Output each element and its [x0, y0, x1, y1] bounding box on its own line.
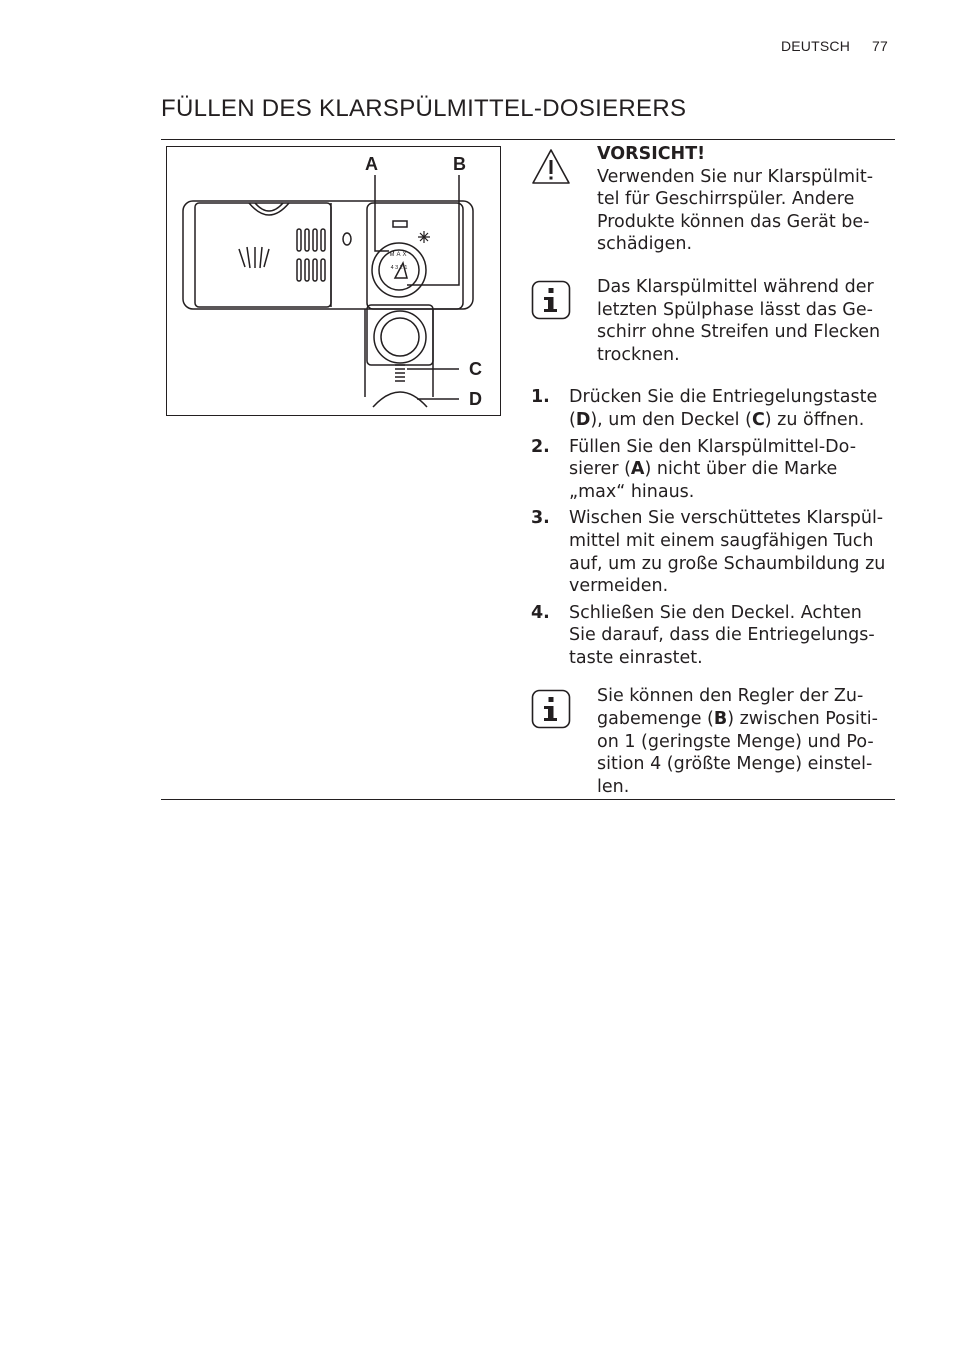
step-number: 1.	[531, 387, 550, 408]
label-d: D	[469, 389, 482, 409]
info-note-2	[531, 685, 893, 798]
step-number: 3.	[531, 508, 550, 529]
step-number: 2.	[531, 436, 550, 457]
dial-numbers: 4 3 2 1	[390, 265, 408, 271]
info-icon	[531, 280, 571, 320]
step-text: Füllen Sie den Klarspülmittel-Do-sierer (A) nicht über die Marke „max“ hinaus.	[569, 436, 857, 502]
info-icon	[531, 689, 571, 729]
step-text: Drücken Sie die Entriegelungstaste (D), um den Deckel (C) zu öffnen.	[569, 387, 878, 430]
label-c: C	[469, 359, 482, 379]
step-text: Schließen Sie den Deckel. Achten Sie darauf, dass die Entriegelungs-taste einrastet.	[569, 602, 875, 668]
dial-max-mark: MAX	[389, 252, 409, 258]
page-number: 77	[872, 38, 888, 54]
label-b: B	[453, 154, 466, 174]
step-item	[531, 386, 893, 431]
step-item	[531, 436, 893, 504]
info-text-2: Sie können den Regler der Zu-gabemenge (B) zwischen Positi-on 1 (geringste Menge) und Po-sition 4 (größte Menge) einstel-len.	[597, 686, 878, 797]
lid-cover	[374, 311, 426, 363]
detergent-compartment	[195, 203, 331, 307]
step-number: 4.	[531, 602, 550, 623]
instructions-column	[531, 143, 893, 818]
info-note-1	[531, 276, 893, 366]
rinse-aid-compartment	[367, 203, 463, 309]
step-item	[531, 602, 893, 670]
dispenser-illustration	[167, 147, 500, 415]
warning-triangle-icon	[531, 147, 571, 187]
section-title: FÜLLEN DES KLARSPÜLMITTEL-DOSIERERS	[161, 95, 687, 122]
label-a: A	[365, 154, 378, 174]
info-text-1: Das Klarspülmittel während der letzten Spülphase lässt das Ge-schirr ohne Streifen und Flecken trocknen.	[597, 276, 881, 365]
top-rule	[161, 139, 895, 140]
dispenser-body	[183, 201, 473, 309]
warning-heading: VORSICHT!	[597, 144, 706, 164]
steps-list	[531, 386, 893, 669]
dispenser-figure	[166, 146, 501, 416]
bottom-rule	[161, 799, 895, 800]
header-language: DEUTSCH	[780, 38, 851, 54]
warning-text: Verwenden Sie nur Klarspülmit-tel für Geschirrspüler. Andere Produkte können das Gerät be-schädigen.	[597, 166, 874, 255]
step-item	[531, 507, 893, 597]
step-text: Wischen Sie verschüttetes Klarspül-mittel mit einem saugfähigen Tuch auf, um zu große Schaumbildung zu vermeiden.	[569, 508, 886, 597]
warning-note	[531, 143, 893, 256]
page-header	[781, 38, 888, 54]
